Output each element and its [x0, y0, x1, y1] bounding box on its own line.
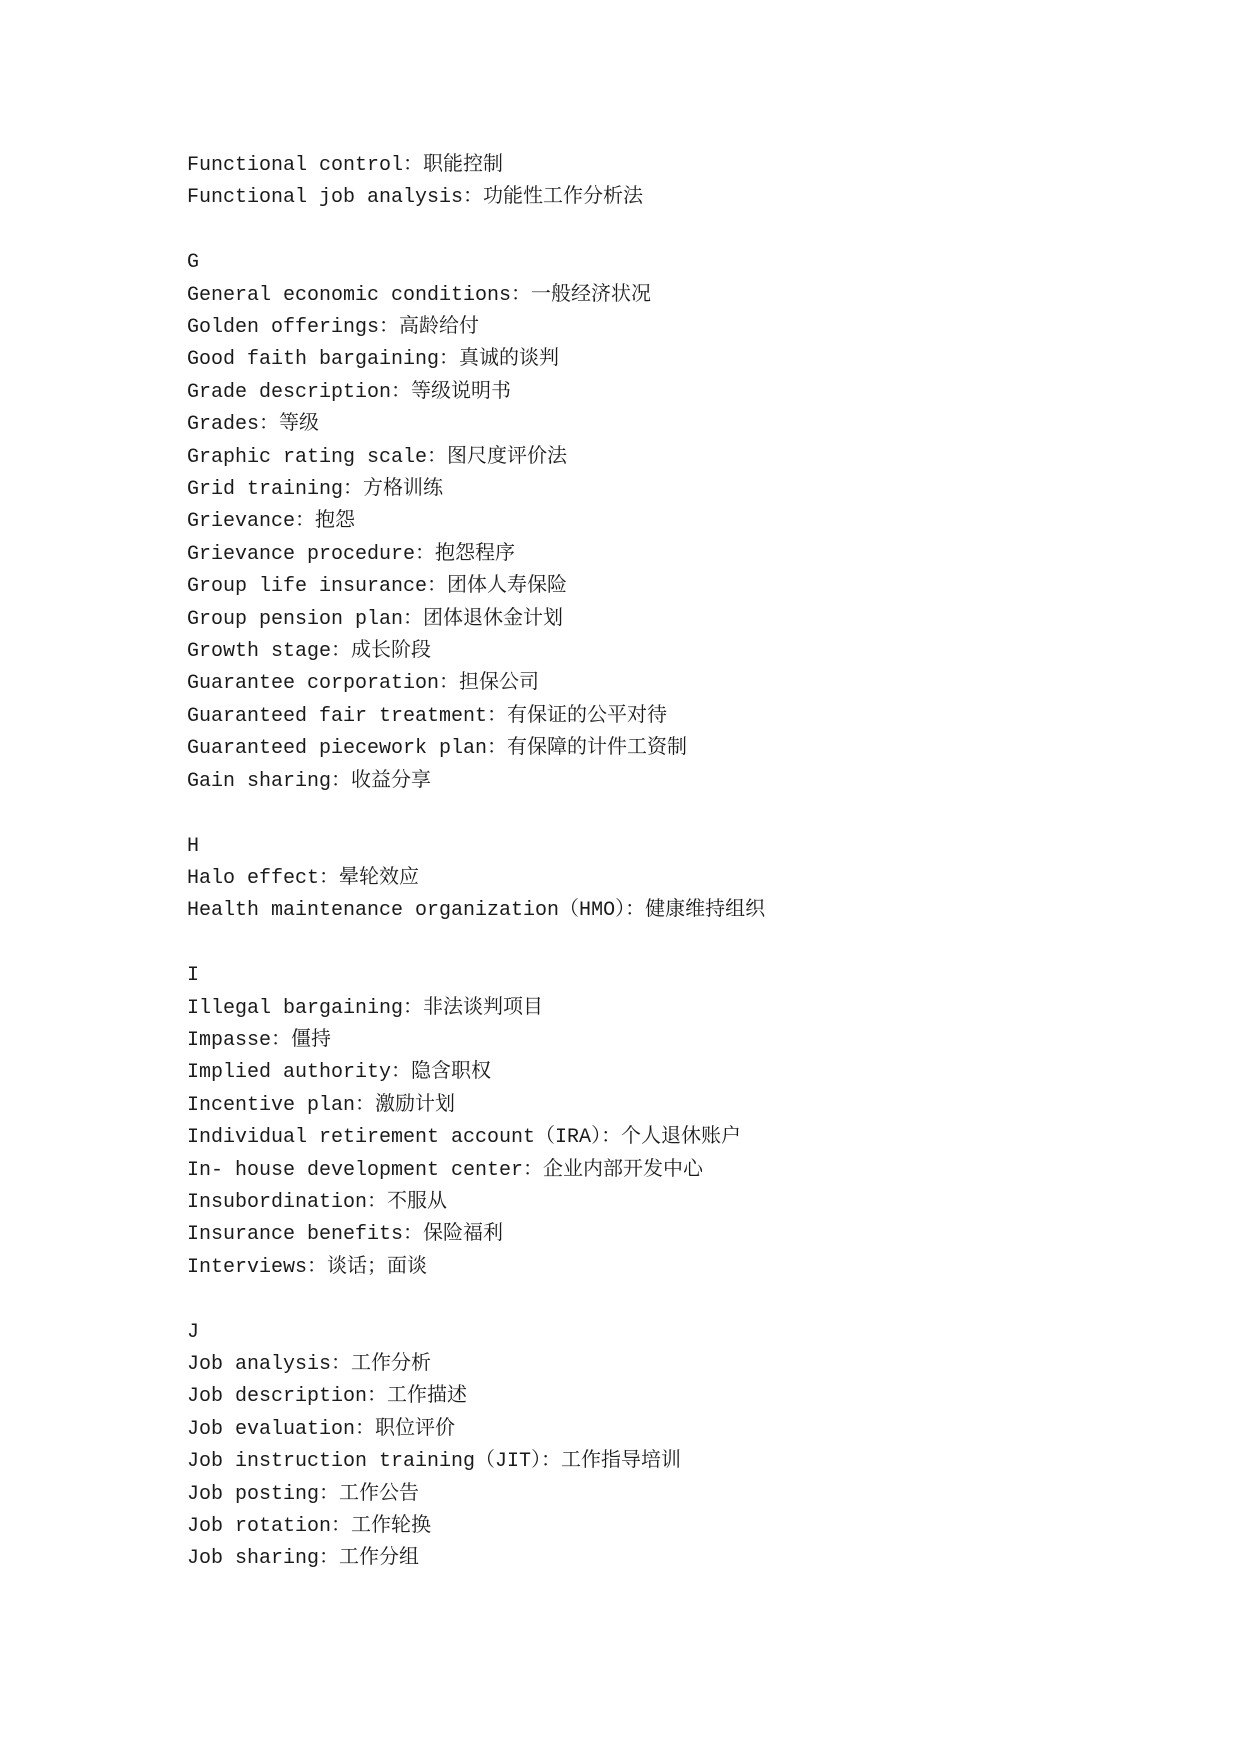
glossary-entry: Growth stage：成长阶段: [187, 640, 432, 664]
glossary-entry: Job description：工作描述: [187, 1385, 468, 1409]
glossary-content: [187, 150, 1167, 1576]
glossary-section-h: [187, 831, 1167, 928]
section-spacer: [187, 798, 1167, 830]
glossary-entry: Functional job analysis：功能性工作分析法: [187, 186, 644, 210]
glossary-entry: Individual retirement account（IRA）：个人退休账户: [187, 1126, 742, 1150]
glossary-section-j: [187, 1317, 1167, 1576]
glossary-entry: Job posting：工作公告: [187, 1482, 420, 1506]
section-letter-heading: I: [187, 964, 200, 988]
glossary-entry: Incentive plan：激励计划: [187, 1093, 456, 1117]
section-spacer: [187, 215, 1167, 247]
glossary-entry: General economic conditions：一般经济状况: [187, 283, 652, 307]
glossary-entry: Job analysis：工作分析: [187, 1352, 432, 1376]
glossary-entry: Job rotation：工作轮换: [187, 1515, 432, 1538]
glossary-entry: Guarantee corporation：担保公司: [187, 672, 540, 696]
section-letter-heading: J: [187, 1320, 200, 1344]
glossary-section-i: [187, 960, 1167, 1284]
glossary-entry: Health maintenance organization（HMO）：健康维持组织: [187, 899, 766, 923]
glossary-entry: Impasse：僵持: [187, 1028, 332, 1052]
glossary-entry: Grievance：抱怨: [187, 510, 356, 534]
glossary-entry: Grades：等级: [187, 413, 320, 437]
glossary-section-g: [187, 247, 1167, 798]
glossary-entry: Grade description：等级说明书: [187, 380, 512, 404]
glossary-entry: Graphic rating scale：图尺度评价法: [187, 445, 568, 469]
section-spacer: [187, 1284, 1167, 1316]
glossary-entry: Guaranteed fair treatment：有保证的公平对待: [187, 704, 668, 728]
glossary-entry: Good faith bargaining：真诚的谈判: [187, 348, 560, 372]
glossary-entry: Halo effect：晕轮效应: [187, 866, 420, 890]
glossary-entry: Grid training：方格训练: [187, 478, 444, 502]
glossary-entry: Job sharing：工作分组: [187, 1547, 420, 1571]
glossary-entry: Gain sharing：收益分享: [187, 769, 432, 793]
section-letter-heading: G: [187, 251, 200, 275]
glossary-entry: Interviews：谈话；面谈: [187, 1255, 428, 1279]
glossary-entry: Golden offerings：高龄给付: [187, 316, 480, 340]
glossary-entry: Guaranteed piecework plan：有保障的计件工资制: [187, 737, 688, 761]
glossary-entry: Job evaluation：职位评价: [187, 1417, 456, 1441]
glossary-entry: Insurance benefits：保险福利: [187, 1223, 504, 1247]
glossary-entry: Group pension plan：团体退休金计划: [187, 607, 564, 631]
glossary-entry: Insubordination：不服从: [187, 1190, 448, 1214]
section-letter-heading: H: [187, 834, 200, 858]
glossary-entry: In- house development center：企业内部开发中心: [187, 1158, 704, 1182]
glossary-entry: Grievance procedure：抱怨程序: [187, 542, 516, 566]
glossary-section-f: [187, 150, 1167, 215]
glossary-entry: Job instruction training（JIT）：工作指导培训: [187, 1450, 682, 1474]
glossary-entry: Functional control：职能控制: [187, 154, 504, 177]
glossary-entry: Implied authority：隐含职权: [187, 1061, 492, 1085]
glossary-entry: Illegal bargaining：非法谈判项目: [187, 996, 544, 1020]
glossary-entry: Group life insurance：团体人寿保险: [187, 575, 568, 599]
section-spacer: [187, 928, 1167, 960]
